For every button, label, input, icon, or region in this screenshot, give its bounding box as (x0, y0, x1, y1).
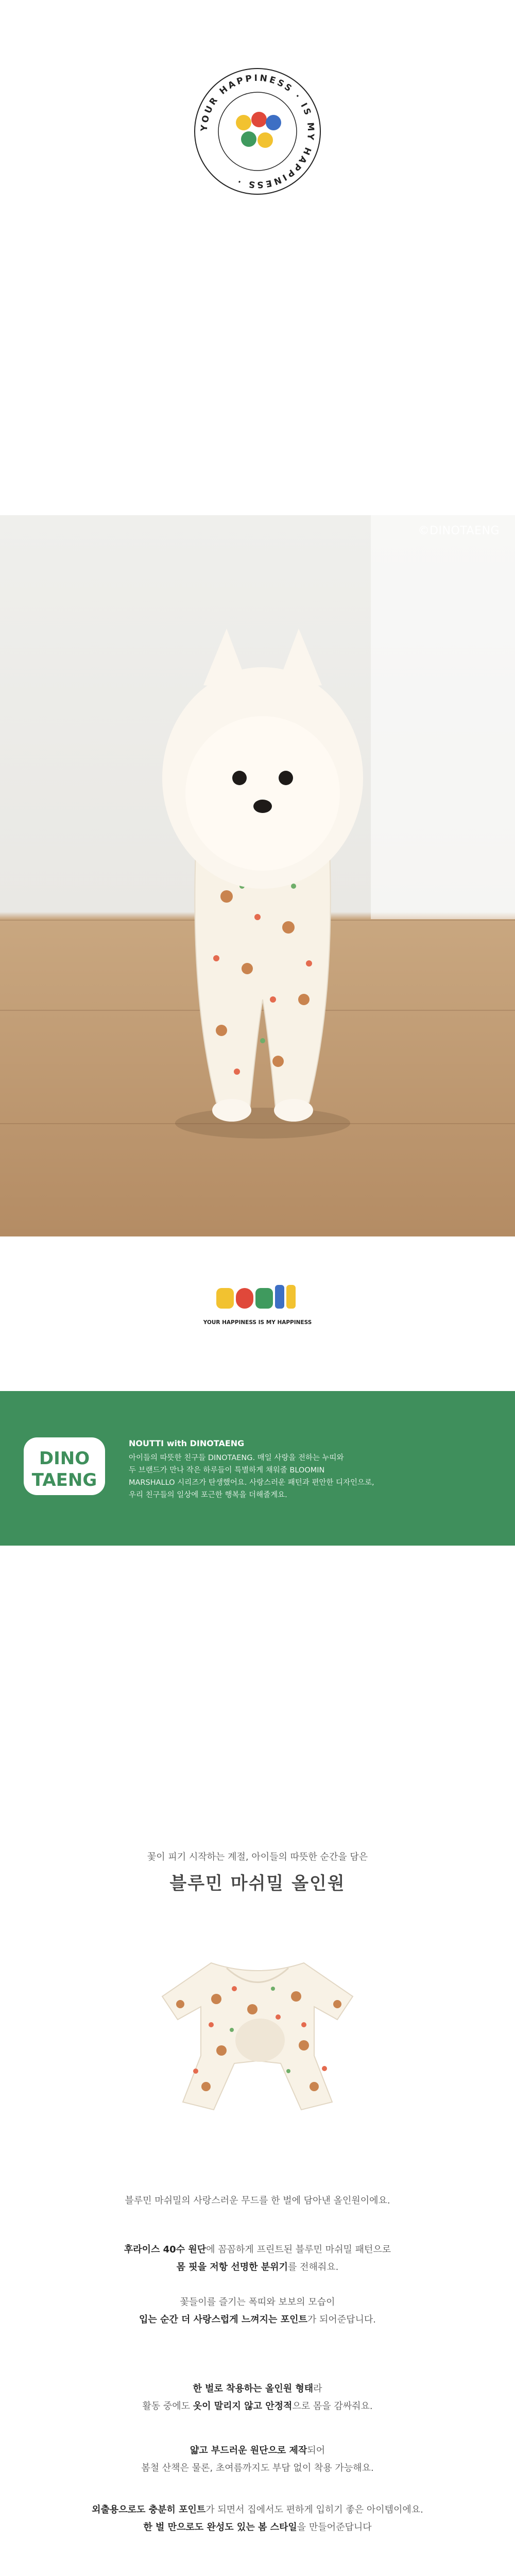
onesie-product-image (149, 1947, 366, 2117)
paragraph-text: 으로 몸을 감싸줘요. (292, 2401, 373, 2412)
brand-description (129, 1452, 397, 1501)
paragraph-text: 을 만들어준답니다 (297, 2522, 372, 2533)
badge-wordmark (232, 112, 283, 153)
brand-desc-line: 아이들의 따뜻한 친구들 DINOTAENG. 매일 사랑을 전하는 누띠와 (129, 1454, 344, 1462)
highlight-text: 한 벌 만으로도 완성도 있는 봄 스타일 (143, 2522, 297, 2533)
paragraph-line: 블루민 마쉬밀의 사랑스러운 무드를 한 벌에 담아낸 올인원이에요. (125, 2195, 390, 2206)
paragraph-line: 봄철 산책은 물론, 초여름까지도 부담 없이 착용 가능해요. (141, 2463, 374, 2473)
paragraph-text: 에 꼼꼼하게 프린트된 블루민 마쉬밀 패턴으로 (206, 2244, 391, 2255)
dog-wearing-onesie-illustration (154, 608, 371, 1149)
paragraph-text: 를 전해줘요. (287, 2262, 339, 2273)
product-title: 블루민 마쉬밀 올인원 (169, 1873, 346, 1894)
brand-small-logo-section (0, 1236, 515, 1391)
brand-title: NOUTTI with DINOTAENG (129, 1438, 245, 1448)
highlight-text: 외출용으로도 충분히 포인트 (92, 2504, 206, 2515)
product-intro-section (0, 1546, 515, 2576)
product-paragraph-3 (0, 2380, 515, 2415)
photo-watermark: ©DINOTAENG (418, 524, 500, 537)
svg-text:YOUR HAPPINESS · IS MY HAPPINE (199, 73, 316, 190)
product-photo-1 (0, 515, 515, 1236)
brand-desc-line: 두 브랜드가 만나 작은 하루들이 특별하게 채워줄 BLOOMIN (129, 1466, 325, 1475)
product-paragraph-2 (0, 2241, 515, 2329)
paragraph-text: 가 되어준답니다. (307, 2314, 376, 2325)
dinotaeng-logo-line1: DINO (39, 1448, 90, 1469)
brand-badge-logo (188, 62, 327, 201)
product-paragraph-4 (0, 2442, 515, 2477)
highlight-text: 후라이스 40수 원단 (124, 2244, 207, 2255)
product-paragraph-1 (0, 2192, 515, 2210)
paragraph-text: 되어 (307, 2445, 325, 2456)
highlight-text: 몸 핏을 저항 선명한 분위기 (176, 2262, 288, 2273)
paragraph-line: 꽃들이를 즐기는 폭띠와 보보의 모습이 (180, 2297, 335, 2308)
brand-desc-line: 우리 친구들의 일상에 포근한 행복을 더해줄게요. (129, 1491, 287, 1499)
highlight-text: 입는 순간 더 사랑스럽게 느껴지는 포인트 (139, 2314, 307, 2325)
highlight-text: 얇고 부드러운 원단으로 제작 (190, 2445, 307, 2456)
noutti-wordmark-logo (202, 1278, 313, 1340)
logo-section (0, 0, 515, 515)
product-subtitle: 꽃이 피기 시작하는 계절, 아이들의 따뜻한 순간을 담은 (147, 1852, 368, 1862)
paragraph-text: 가 되면서 집에서도 편하게 입히기 좋은 아이템이에요. (205, 2504, 423, 2515)
brand-desc-line: MARSHALLO 시리즈가 탄생했어요. 사랑스러운 패턴과 편안한 디자인으로, (129, 1479, 374, 1487)
highlight-text: 한 벌로 착용하는 올인원 형태 (193, 2383, 314, 2394)
highlight-text: 옷이 말리지 않고 안정적 (193, 2401, 293, 2412)
dinotaeng-logo (21, 1432, 108, 1499)
paragraph-text: 활동 중에도 (142, 2401, 193, 2412)
dinotaeng-logo-line2: TAENG (31, 1470, 97, 1490)
paragraph-text: 라 (313, 2383, 322, 2394)
small-logo-tagline: YOUR HAPPINESS IS MY HAPPINESS (203, 1319, 312, 1326)
brand-collab-banner (0, 1391, 515, 1546)
badge-ring-text: YOUR HAPPINESS · IS MY HAPPINESS · (199, 73, 316, 190)
product-paragraph-5 (0, 2501, 515, 2536)
